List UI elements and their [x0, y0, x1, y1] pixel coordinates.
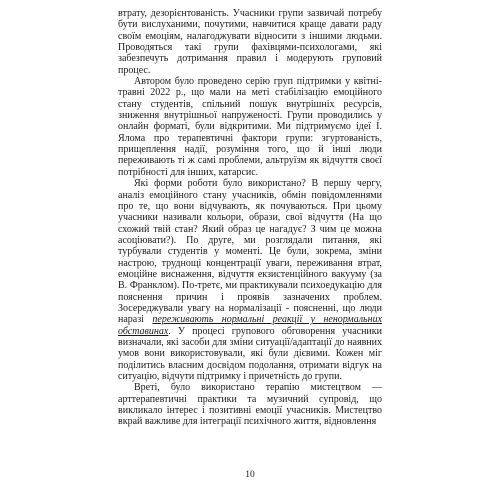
paragraph-3-tail: . У процесі групового обговорення учасники визначали, які засоби для зміни ситуації/адаптації до наявних умов вони використовували, які були дієвими. Кожен міг поділитись власним досвідом подолання, отримати відгук на ситуацію, відчути підтримку і причетність до групи. — [118, 325, 382, 382]
paragraph-3-emphasis: переживають нормальні реакції у ненормальних обставинах — [118, 314, 383, 337]
paragraph-3-text: Які форми роботи було використано? В першу чергу, аналіз емоційного стану учасників, обмін повідомленнями про те, що вони відчувають, як почуваються. При цьому учасники називали кольори, образи, свої відчуття (На що схожий твій стан? Який образ це нагадує? З чим це можна асоціювати?). По друге, ми розглядали питання, які турбували студентів у моменті. Це були, зокрема, зміни настрою, труднощі концентрації уваги, переживання втрат, емоційне виснаження, відчуття екзистенційного вакууму (за В. Франклом). По-третє, ми практикували психоедукацію для пояснення причин і проявів зазначених проблем. Зосереджували увагу на нормалізації - поясненні, що люди наразі — [118, 178, 382, 326]
body-text — [118, 8, 382, 428]
paragraph-4: Вреті, було використано терапію мистецтвом — арттерапевтичні практики та музичний супровід, що викликало інтерес і позитивні емоції учасників. Мистецтво вкрай важливе для інтеграції психічного життя, відновлення — [118, 382, 382, 428]
paragraph-1: втрату, дезорієнтованість. Учасники групи зазвичай потребу бути вислуханими, почутими, навчитися краще давати раду своїм емоціям, налагоджувати відносити з іншими людьми. Проводяться такі групи фахівцями-психологами, які забезпечуть дотримання правил і модерують груповий процес. — [118, 8, 382, 76]
paragraph-2: Автором було проведено серію груп підтримки у квітні-травні 2022 р., що мали на меті стабілізацію емоційного стану студентів, спільний пошук внутрішніх ресурсів, зниження внутрішньої напруженості. Групи проводились у онлайн форматі, були відкритими. Ми підтримуємо ідеї І. Ялома про терапевтичні фактори групи: згуртованість, прищеплення надії, розуміння того, що й інші люди переживають ті ж самі проблеми, альтруїзм як відчуття своєї потрібності для інших, катарсис. — [118, 76, 382, 178]
page-number: 10 — [245, 470, 255, 480]
paragraph-3 — [118, 178, 382, 382]
